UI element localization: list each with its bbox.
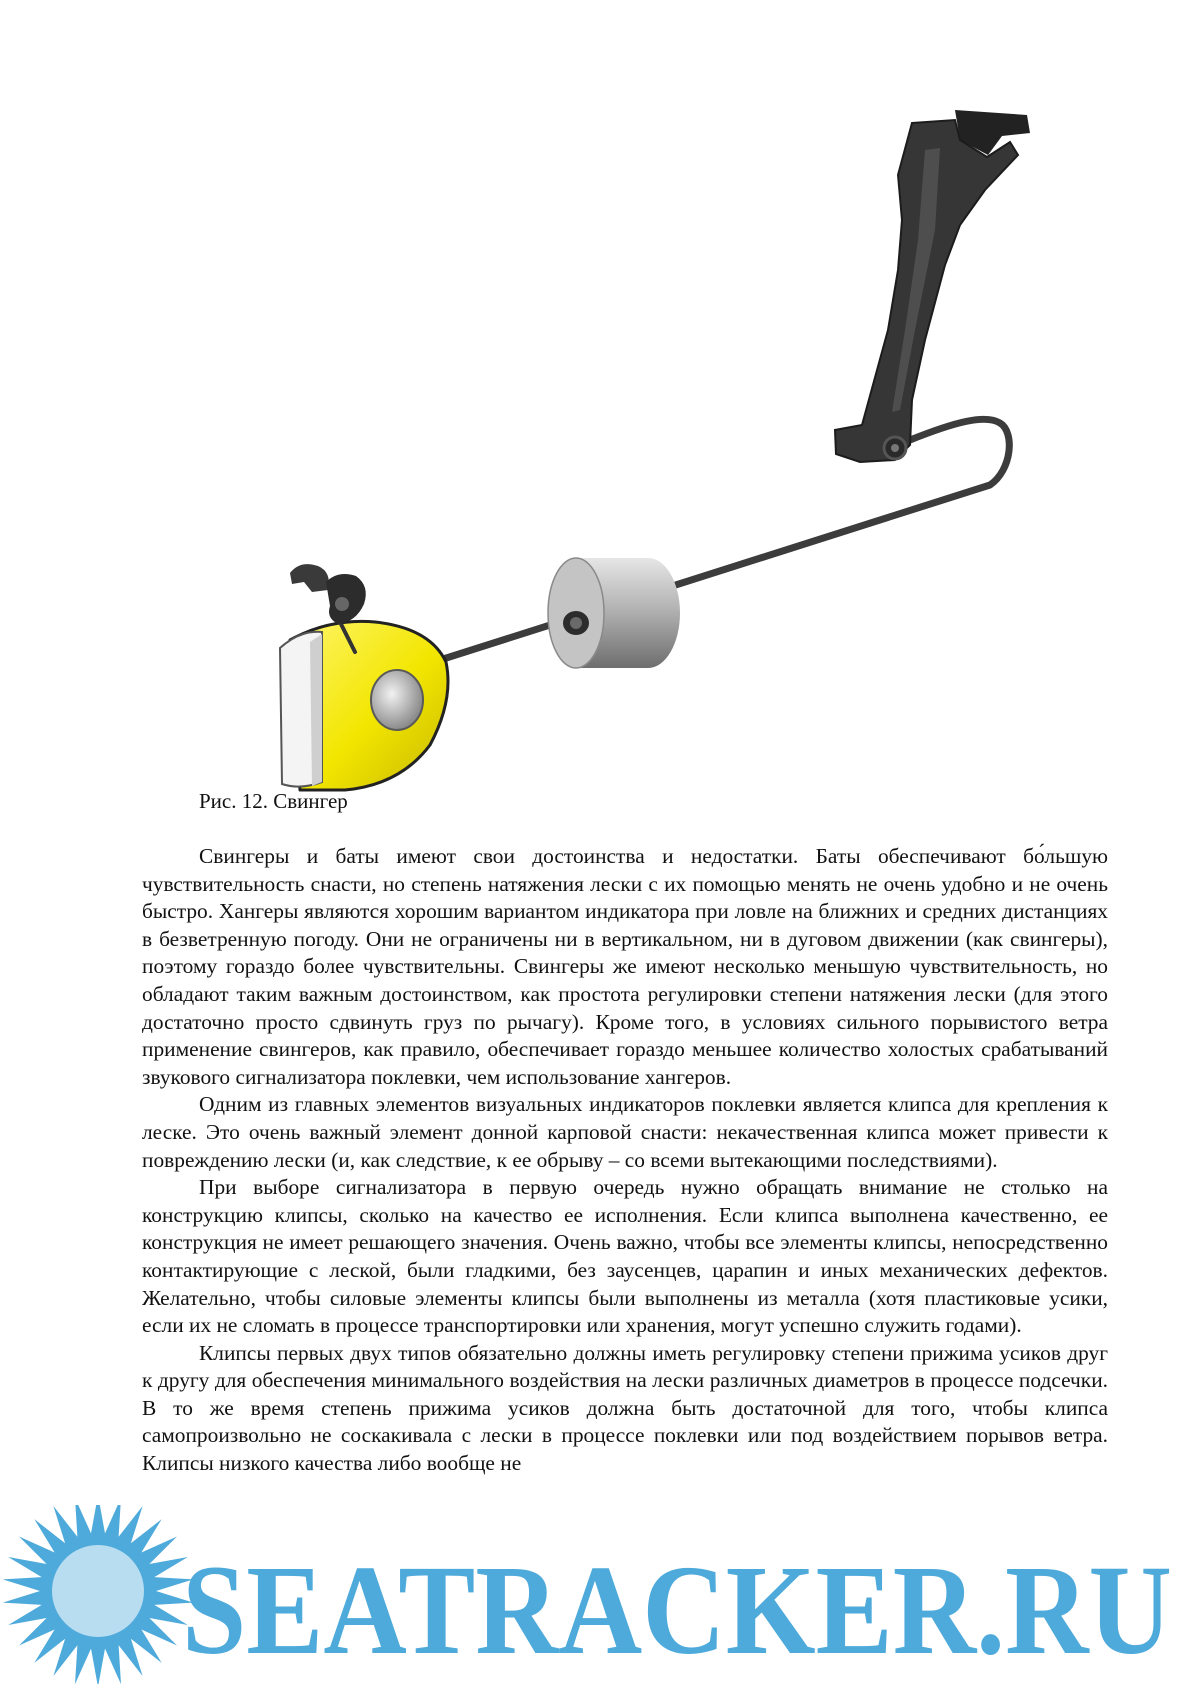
sun-icon bbox=[3, 1505, 194, 1684]
swinger-rod bbox=[440, 419, 1009, 660]
swinger-illustration bbox=[250, 100, 1040, 800]
watermark-text: SEATRACKER.RU bbox=[182, 1539, 1172, 1681]
seatracker-watermark bbox=[0, 1505, 1191, 1684]
paragraph: Клипсы первых двух типов обязательно должны иметь регулировку степени прижима усиков друг к другу для обеспечения минимального воздействия на лески различных диаметров в процессе подсечки. В то же время степень прижима усиков должна быть достаточной для того, чтобы клипса самопроизвольно не соскакивала с лески в процессе поклевки или под воздействием порывов ветра. Клипсы низкого качества либо вообще не bbox=[142, 1340, 1108, 1476]
paragraph: Свингеры и баты имеют свои достоинства и недостатки. Баты обеспечивают бо́льшую чувствительность снасти, но степень натяжения лески с их помощью менять не очень удобно и не очень быстро. Хангеры являются хорошим вариантом индикатора при ловле на ближних и средних дистанциях в безветренную погоду. Они не ограничены ни в вертикальном, ни в дуговом движении (как свингеры), поэтому гораздо более чувствительны. Свингеры же имеют несколько меньшую чувствительность, но обладают таким важным достоинством, как простота регулировки степени натяжения лески (для этого достаточно просто сдвинуть груз по рычагу). Кроме того, в условиях сильного порывистого ветра применение свингеров, как правило, обеспечивает гораздо меньшее количество холостых срабатываний звукового сигнализатора поклевки, чем использование хангеров. bbox=[142, 844, 1108, 1089]
body-text bbox=[142, 843, 1108, 1478]
mounting-arm bbox=[835, 110, 1030, 462]
paragraph: Одним из главных элементов визуальных индикаторов поклевки является клипса для крепления к леске. Это очень важный элемент донной карповой снасти: некачественная клипса может привести к повреждению лески (и, как следствие, к ее обрыву – со всеми вытекающими последствиями). bbox=[142, 1092, 1108, 1172]
figure-caption: Рис. 12. Свингер bbox=[199, 789, 348, 813]
sliding-weight bbox=[548, 558, 680, 668]
paragraph: При выборе сигнализатора в первую очередь нужно обращать внимание не столько на конструкцию клипсы, сколько на качество ее исполнения. Если клипса выполнена качественно, ее конструкция не имеет решающего значения. Очень важно, чтобы все элементы клипсы, непосредственно контактирующие с леской, были гладкими, без заусенцев, царапин и иных механических дефектов. Желательно, чтобы силовые элементы клипсы были выполнены из металла (хотя пластиковые усики, если их не сломать в процессе транспортировки или хранения, могут успешно служить годами). bbox=[142, 1175, 1108, 1338]
indicator-head bbox=[280, 621, 448, 790]
